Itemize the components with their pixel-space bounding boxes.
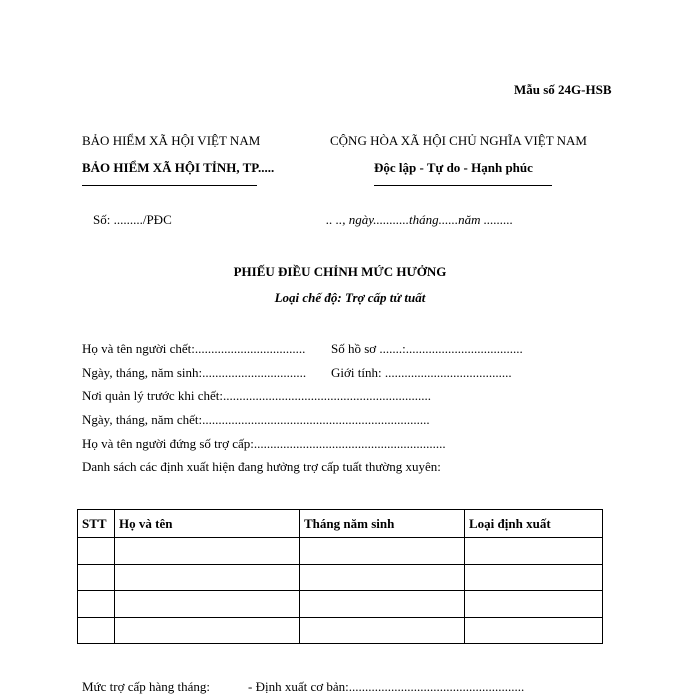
table-cell [300,564,465,591]
agency-underline [82,185,257,186]
table-row [78,591,603,618]
table-cell [465,538,603,565]
table-cell [78,591,115,618]
gender-field: Giới tính: ....................................... [331,365,512,380]
table-row [78,617,603,644]
table-cell [115,538,300,565]
dependents-list-label: Danh sách các định xuất hiện đang hưởng trợ cấp tuất thường xuyên: [82,459,441,474]
table-cell [78,538,115,565]
table-cell [465,591,603,618]
table-cell [115,564,300,591]
table-cell [115,591,300,618]
dependents-table [77,509,603,644]
basic-quota-field: - Định xuất cơ bản:...................................................... [248,679,525,694]
death-date-field: Ngày, tháng, năm chết:...................................................................... [82,412,430,427]
table-cell [300,617,465,644]
table-header-row [78,510,603,538]
header-name: Họ và tên [115,510,300,538]
table-row [78,538,603,565]
form-code: Mẫu số 24G-HSB [514,82,612,97]
document-title: PHIẾU ĐIỀU CHỈNH MỨC HƯỞNG [233,264,447,279]
managing-place-field: Nơi quản lý trước khi chết:................................................................ [82,388,432,403]
header-stt: STT [78,510,115,538]
agency-branch: BẢO HIỂM XÃ HỘI TỈNH, TP..... [82,160,275,175]
table-cell [465,617,603,644]
birth-date-field: Ngày, tháng, năm sinh:................................ [82,365,307,380]
monthly-allowance-label: Mức trợ cấp hàng tháng: [82,679,210,694]
table-cell [115,617,300,644]
table-cell [300,591,465,618]
motto-underline [374,185,552,186]
agency-name: BẢO HIỂM XÃ HỘI VIỆT NAM [82,133,261,148]
header-birth-month-year: Tháng năm sinh [300,510,465,538]
document-number: Số: ........./PĐC [93,212,172,227]
applicant-name-field: Họ và tên người đứng số trợ cấp:........................................................... [82,436,446,451]
document-date: .. .., ngày...........tháng......năm ......... [326,212,514,227]
table-cell [78,564,115,591]
national-title: CỘNG HÒA XÃ HỘI CHỦ NGHĨA VIỆT NAM [330,133,587,148]
table-cell [465,564,603,591]
table-cell [300,538,465,565]
table-cell [78,617,115,644]
header-quota-type: Loại định xuất [465,510,603,538]
file-number-field: Số hồ sơ .......:.................................... [331,341,523,356]
table-row [78,564,603,591]
national-motto: Độc lập - Tự do - Hạnh phúc [374,160,533,175]
deceased-name-field: Họ và tên người chết:.................................. [82,341,306,356]
document-subtitle: Loại chế độ: Trợ cấp tử tuất [274,290,426,305]
